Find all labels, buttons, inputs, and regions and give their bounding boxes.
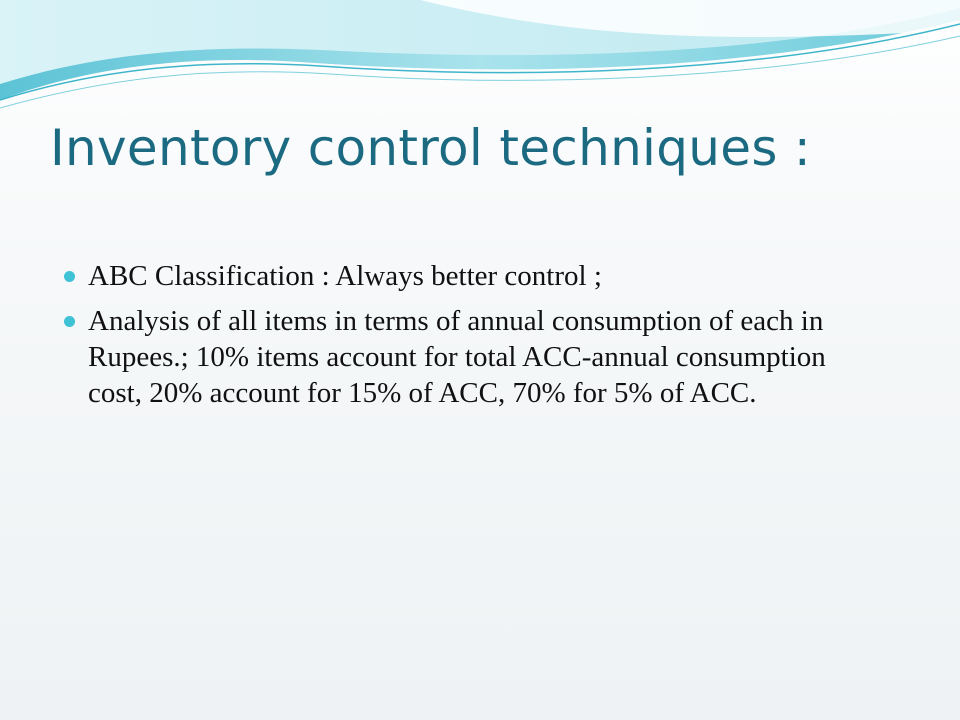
bullet-dot-icon	[64, 271, 75, 282]
bullet-item-analysis	[64, 303, 884, 411]
bullet-list	[64, 258, 884, 420]
bullet-item-abc-classification	[64, 258, 884, 294]
slide-title: Inventory control techniques :	[50, 119, 812, 177]
header-wave-decoration	[0, 0, 960, 120]
bullet-text: Analysis of all items in terms of annual consumption of each in Rupees.; 10% items account for total ACC-annual consumption cost, 20% account for 15% of ACC, 70% for 5% of ACC.	[88, 305, 826, 409]
bullet-text: ABC Classification : Always better control ;	[88, 260, 602, 292]
bullet-dot-icon	[64, 316, 75, 327]
